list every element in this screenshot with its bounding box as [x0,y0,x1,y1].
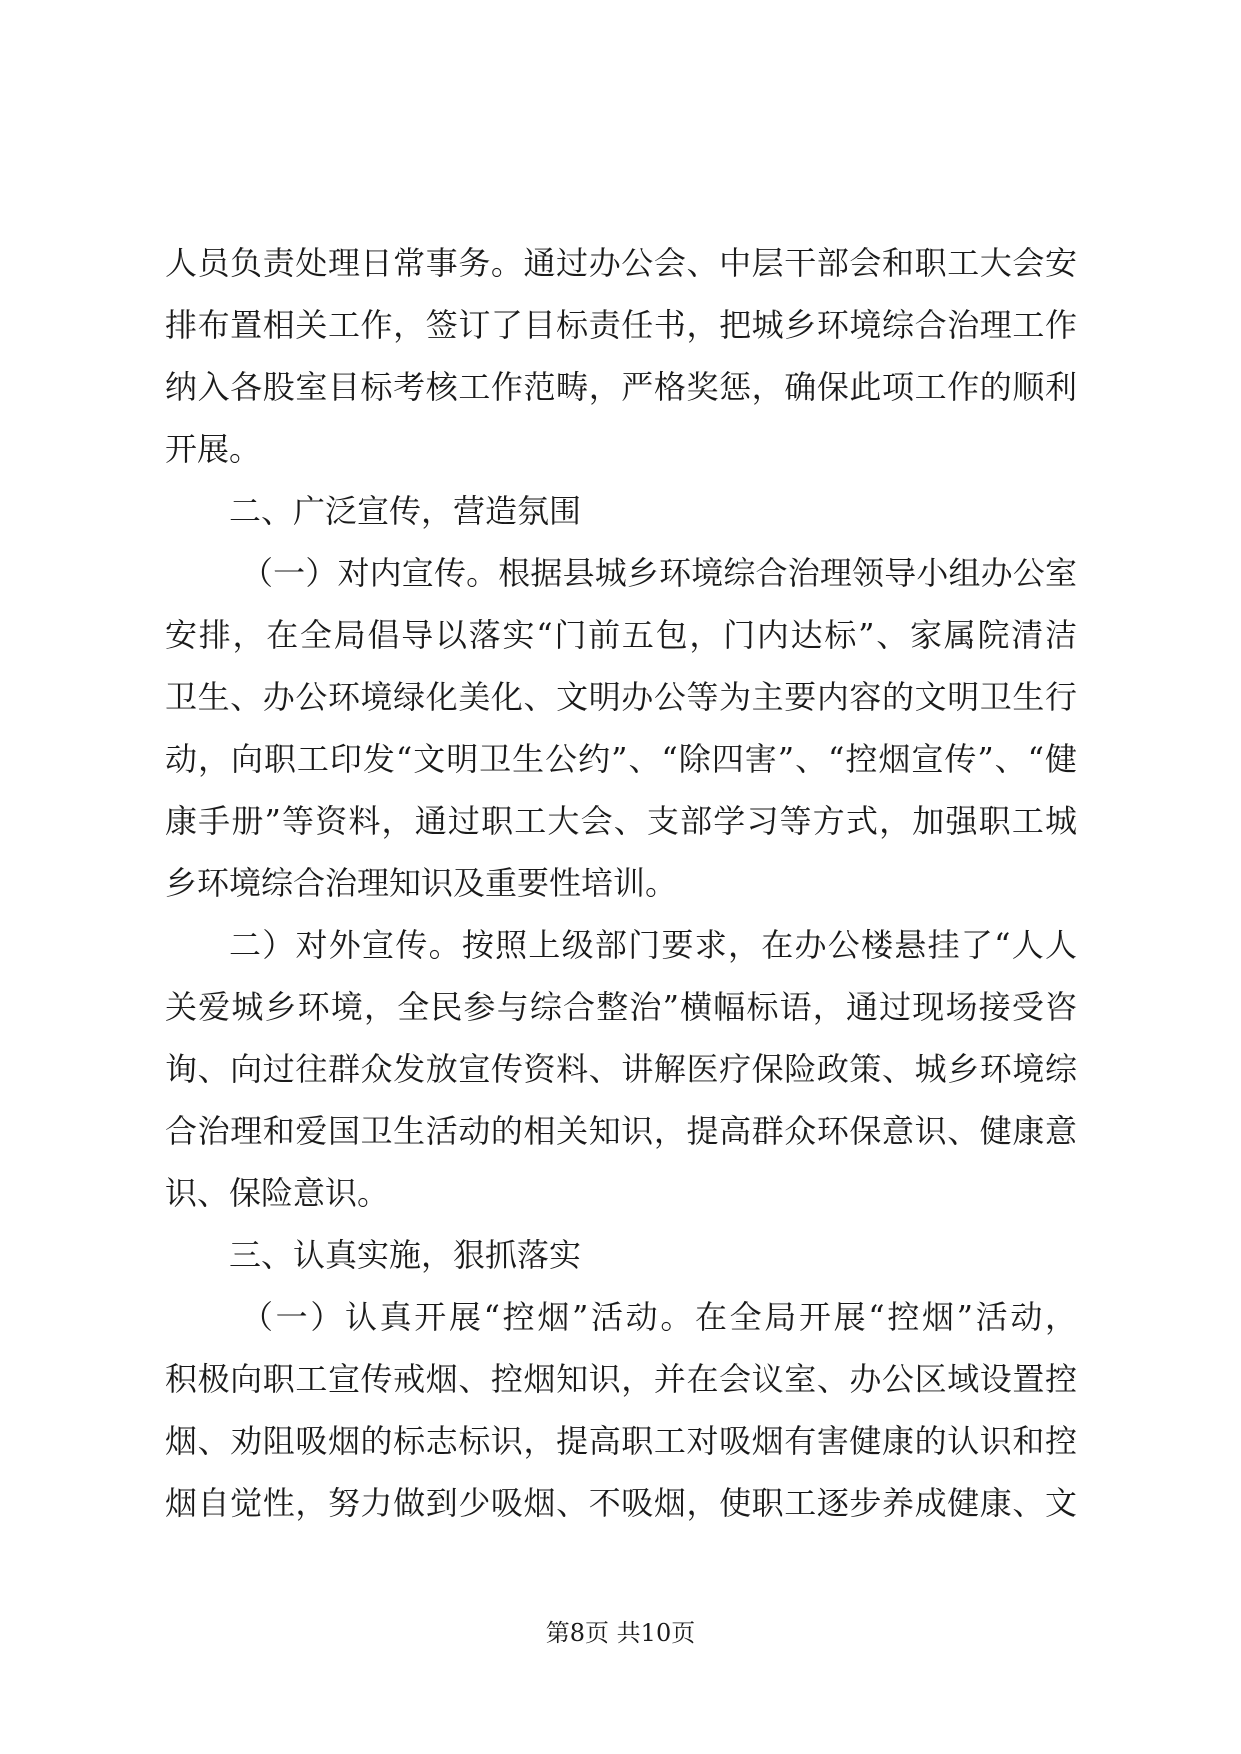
text-line: 人员负责处理日常事务。通过办公会、中层干部会和职工大会安 [165,244,1077,282]
text-line: 烟、劝阻吸烟的标志标识，提高职工对吸烟有害健康的认识和控 [165,1422,1077,1460]
text-line: 询、向过往群众发放宣传资料、讲解医疗保险政策、城乡环境综 [165,1050,1077,1088]
text-line: 卫生、办公环境绿化美化、文明办公等为主要内容的文明卫生行 [165,678,1077,716]
text-line: 纳入各股室目标考核工作范畴，严格奖惩，确保此项工作的顺利 [165,368,1077,406]
text-line: 烟自觉性，努力做到少吸烟、不吸烟，使职工逐步养成健康、文 [165,1484,1077,1522]
text-line: 二）对外宣传。按照上级部门要求，在办公楼悬挂了“人人 [229,926,1077,964]
text-line: 积极向职工宣传戒烟、控烟知识，并在会议室、办公区域设置控 [165,1360,1077,1398]
section-heading: 三、认真实施，狠抓落实 [229,1236,582,1274]
text-line: 动，向职工印发“文明卫生公约”、“除四害”、“控烟宣传”、“健 [165,740,1077,778]
text-line: 康手册”等资料，通过职工大会、支部学习等方式，加强职工城 [165,802,1077,840]
text-line: 识、保险意识。 [165,1174,390,1212]
section-heading: 二、广泛宣传，营造氛围 [229,492,582,530]
text-line: 乡环境综合治理知识及重要性培训。 [165,864,678,902]
text-line: 开展。 [165,430,262,468]
text-line: 排布置相关工作，签订了目标责任书，把城乡环境综合治理工作 [165,306,1077,344]
text-line: 安排，在全局倡导以落实“门前五包，门内达标”、家属院清洁 [165,616,1077,654]
page-number-footer: 第8页 共10页 [545,1619,696,1647]
text-line: 合治理和爱国卫生活动的相关知识，提高群众环保意识、健康意 [165,1112,1077,1150]
text-line: （一）认真开展“控烟”活动。在全局开展“控烟”活动， [241,1298,1077,1336]
text-line: （一）对内宣传。根据县城乡环境综合治理领导小组办公室 [241,554,1077,592]
document-body [165,232,1077,1534]
text-line: 关爱城乡环境，全民参与综合整治”横幅标语，通过现场接受咨 [165,988,1077,1026]
